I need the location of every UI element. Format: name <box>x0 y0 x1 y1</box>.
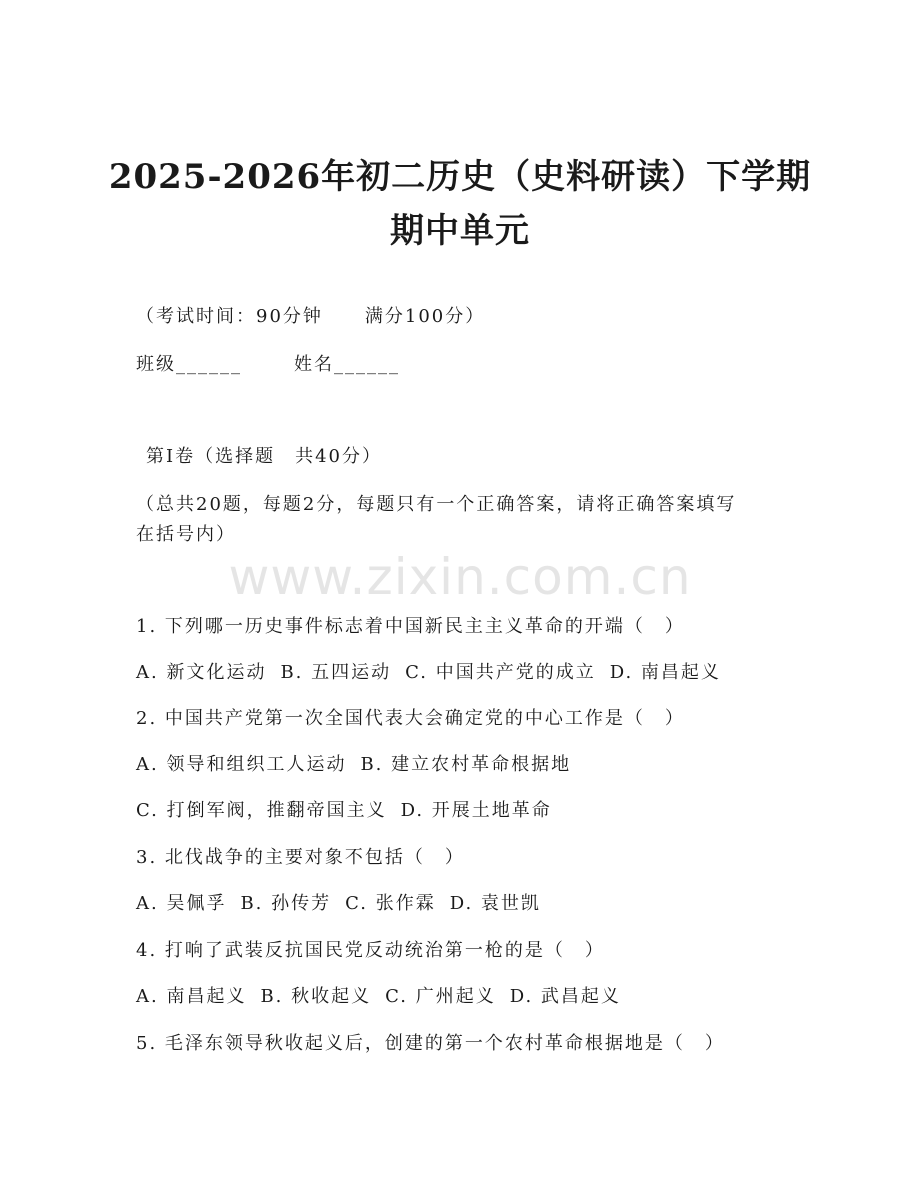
option-4b: B. 秋收起义 <box>260 986 372 1007</box>
option-3c: C. 张作霖 <box>345 893 436 914</box>
question-1-options <box>136 658 735 684</box>
option-2d: D. 开展土地革命 <box>400 800 552 821</box>
question-5: 5. 毛泽东领导秋收起义后，创建的第一个农村革命根据地是（ ） <box>136 1033 725 1054</box>
question-4-options <box>136 982 635 1008</box>
question-2-options-row-1 <box>136 750 585 776</box>
exam-info-line <box>136 302 485 328</box>
option-3b: B. 孙传芳 <box>240 893 332 914</box>
question-3-options <box>136 889 555 915</box>
section-instructions-line-2: 在括号内） <box>136 524 236 545</box>
exam-score: 满分100分） <box>364 306 486 327</box>
exam-time: （考试时间：90分钟 <box>136 306 323 327</box>
class-field[interactable]: 班级______ <box>136 354 242 375</box>
title-line-2: 期中单元 <box>390 211 530 251</box>
section-heading: 第Ⅰ卷（选择题 共40分） <box>146 446 383 467</box>
option-3d: D. 袁世凯 <box>449 893 541 914</box>
name-field[interactable]: 姓名______ <box>294 354 400 375</box>
option-4c: C. 广州起义 <box>385 986 496 1007</box>
option-2b: B. 建立农村革命根据地 <box>360 754 572 775</box>
document-title <box>0 150 920 258</box>
question-2-options-row-2 <box>136 796 566 822</box>
student-info-line <box>136 350 400 376</box>
watermark: www.zixin.com.cn <box>228 548 692 606</box>
option-1b: B. 五四运动 <box>280 662 392 683</box>
option-4d: D. 武昌起义 <box>509 986 621 1007</box>
title-line-1: 2025-2026年初二历史（史料研读）下学期 <box>108 157 812 197</box>
option-1d: D. 南昌起义 <box>609 662 721 683</box>
question-3: 3. 北伐战争的主要对象不包括（ ） <box>136 847 465 868</box>
option-3a: A. 吴佩孚 <box>136 893 227 914</box>
option-1c: C. 中国共产党的成立 <box>405 662 596 683</box>
option-2a: A. 领导和组织工人运动 <box>136 754 347 775</box>
option-2c: C. 打倒军阀，推翻帝国主义 <box>136 800 387 821</box>
section-instructions-line-1: （总共20题，每题2分，每题只有一个正确答案，请将正确答案填写 <box>136 494 737 515</box>
option-4a: A. 南昌起义 <box>136 986 247 1007</box>
question-1: 1. 下列哪一历史事件标志着中国新民主主义革命的开端（ ） <box>136 616 685 637</box>
option-1a: A. 新文化运动 <box>136 662 267 683</box>
question-4: 4. 打响了武装反抗国民党反动统治第一枪的是（ ） <box>136 940 605 961</box>
question-2: 2. 中国共产党第一次全国代表大会确定党的中心工作是（ ） <box>136 708 685 729</box>
